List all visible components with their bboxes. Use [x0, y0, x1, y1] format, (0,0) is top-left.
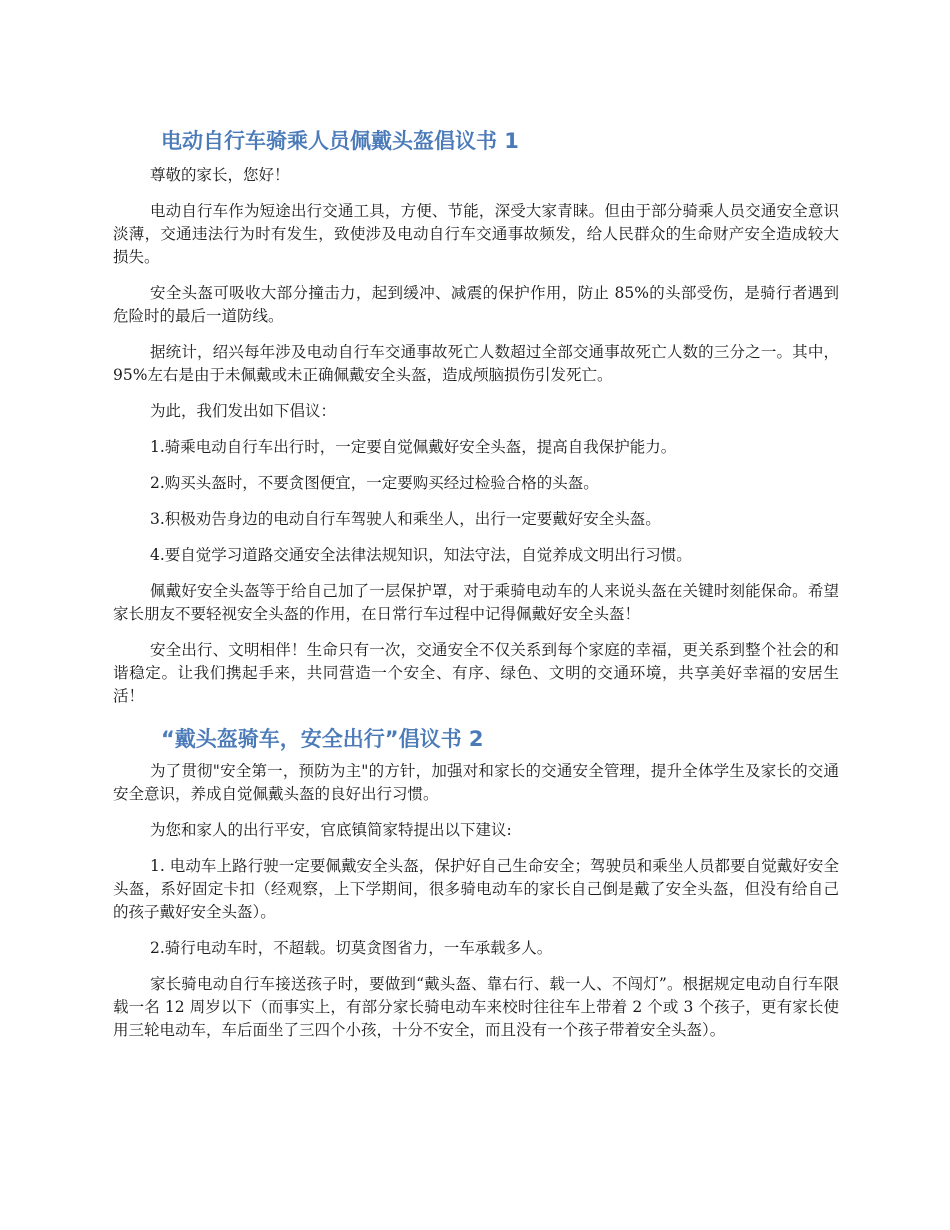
- list-item: 3.积极劝告身边的电动自行车驾驶人和乘坐人，出行一定要戴好安全头盔。: [150, 510, 661, 528]
- paragraph: 安全头盔可吸收大部分撞击力，起到缓冲、减震的保护作用，防止 85%的头部受伤，是骑行者遇到危险时的最后一道防线。: [113, 284, 839, 325]
- section-1-title: 电动自行车骑乘人员佩戴头盔倡议书 1: [161, 129, 519, 153]
- list-item: 4.要自觉学习道路交通安全法律法规知识，知法守法，自觉养成文明出行习惯。: [150, 546, 692, 564]
- list-item: 2.购买头盔时，不要贪图便宜，一定要购买经过检验合格的头盔。: [150, 474, 599, 492]
- paragraph: 为了贯彻"安全第一，预防为主"的方针，加强对和家长的交通安全管理，提升全体学生及家长的交通安全意识，养成自觉佩戴头盔的良好出行习惯。: [113, 762, 839, 803]
- paragraph: 家长骑电动自行车接送孩子时，要做到“戴头盔、靠右行、载一人、不闯灯”。根据规定电动自行车限载一名 12 周岁以下（而事实上，有部分家长骑电动车来校时往往车上带着 2 个或 3 个孩子，更有家长使用三轮电动车，车后面坐了三四个小孩，十分不安全，而且没有一个孩子带着安全头盔）。: [113, 975, 839, 1039]
- list-item: 2.骑行电动车时，不超载。切莫贪图省力，一车承载多人。: [150, 939, 553, 957]
- paragraph: 据统计，绍兴每年涉及电动自行车交通事故死亡人数超过全部交通事故死亡人数的三分之一。其中，95%左右是由于未佩戴或未正确佩戴安全头盔，造成颅脑损伤引发死亡。: [113, 343, 839, 384]
- paragraph: 安全出行、文明相伴！生命只有一次，交通安全不仅关系到每个家庭的幸福，更关系到整个社会的和谐稳定。让我们携起手来，共同营造一个安全、有序、绿色、文明的交通环境，共享美好幸福的安居生活！: [113, 641, 839, 705]
- paragraph-greeting: 尊敬的家长，您好！: [150, 166, 290, 184]
- paragraph: 电动自行车作为短途出行交通工具，方便、节能，深受大家青睐。但由于部分骑乘人员交通安全意识淡薄，交通违法行为时有发生，致使涉及电动自行车交通事故频发，给人民群众的生命财产安全造成较大损失。: [113, 202, 839, 266]
- paragraph: 佩戴好安全头盔等于给自己加了一层保护罩，对于乘骑电动车的人来说头盔在关键时刻能保命。希望家长朋友不要轻视安全头盔的作用，在日常行车过程中记得佩戴好安全头盔！: [113, 582, 839, 623]
- list-item: 1.骑乘电动自行车出行时，一定要自觉佩戴好安全头盔，提高自我保护能力。: [150, 438, 677, 456]
- paragraph: 为您和家人的出行平安，官底镇简家特提出以下建议:: [150, 821, 512, 839]
- section-2-title: “戴头盔骑车，安全出行”倡议书 2: [161, 727, 484, 751]
- paragraph: 为此，我们发出如下倡议：: [150, 402, 337, 420]
- list-item: 1. 电动车上路行驶一定要佩戴安全头盔，保护好自己生命安全；驾驶员和乘坐人员都要自觉戴好安全头盔，系好固定卡扣（经观察，上下学期间，很多骑电动车的家长自己倒是戴了安全头盔，但没有给自己的孩子戴好安全头盔）。: [113, 857, 839, 921]
- document-page: [113, 118, 839, 1055]
